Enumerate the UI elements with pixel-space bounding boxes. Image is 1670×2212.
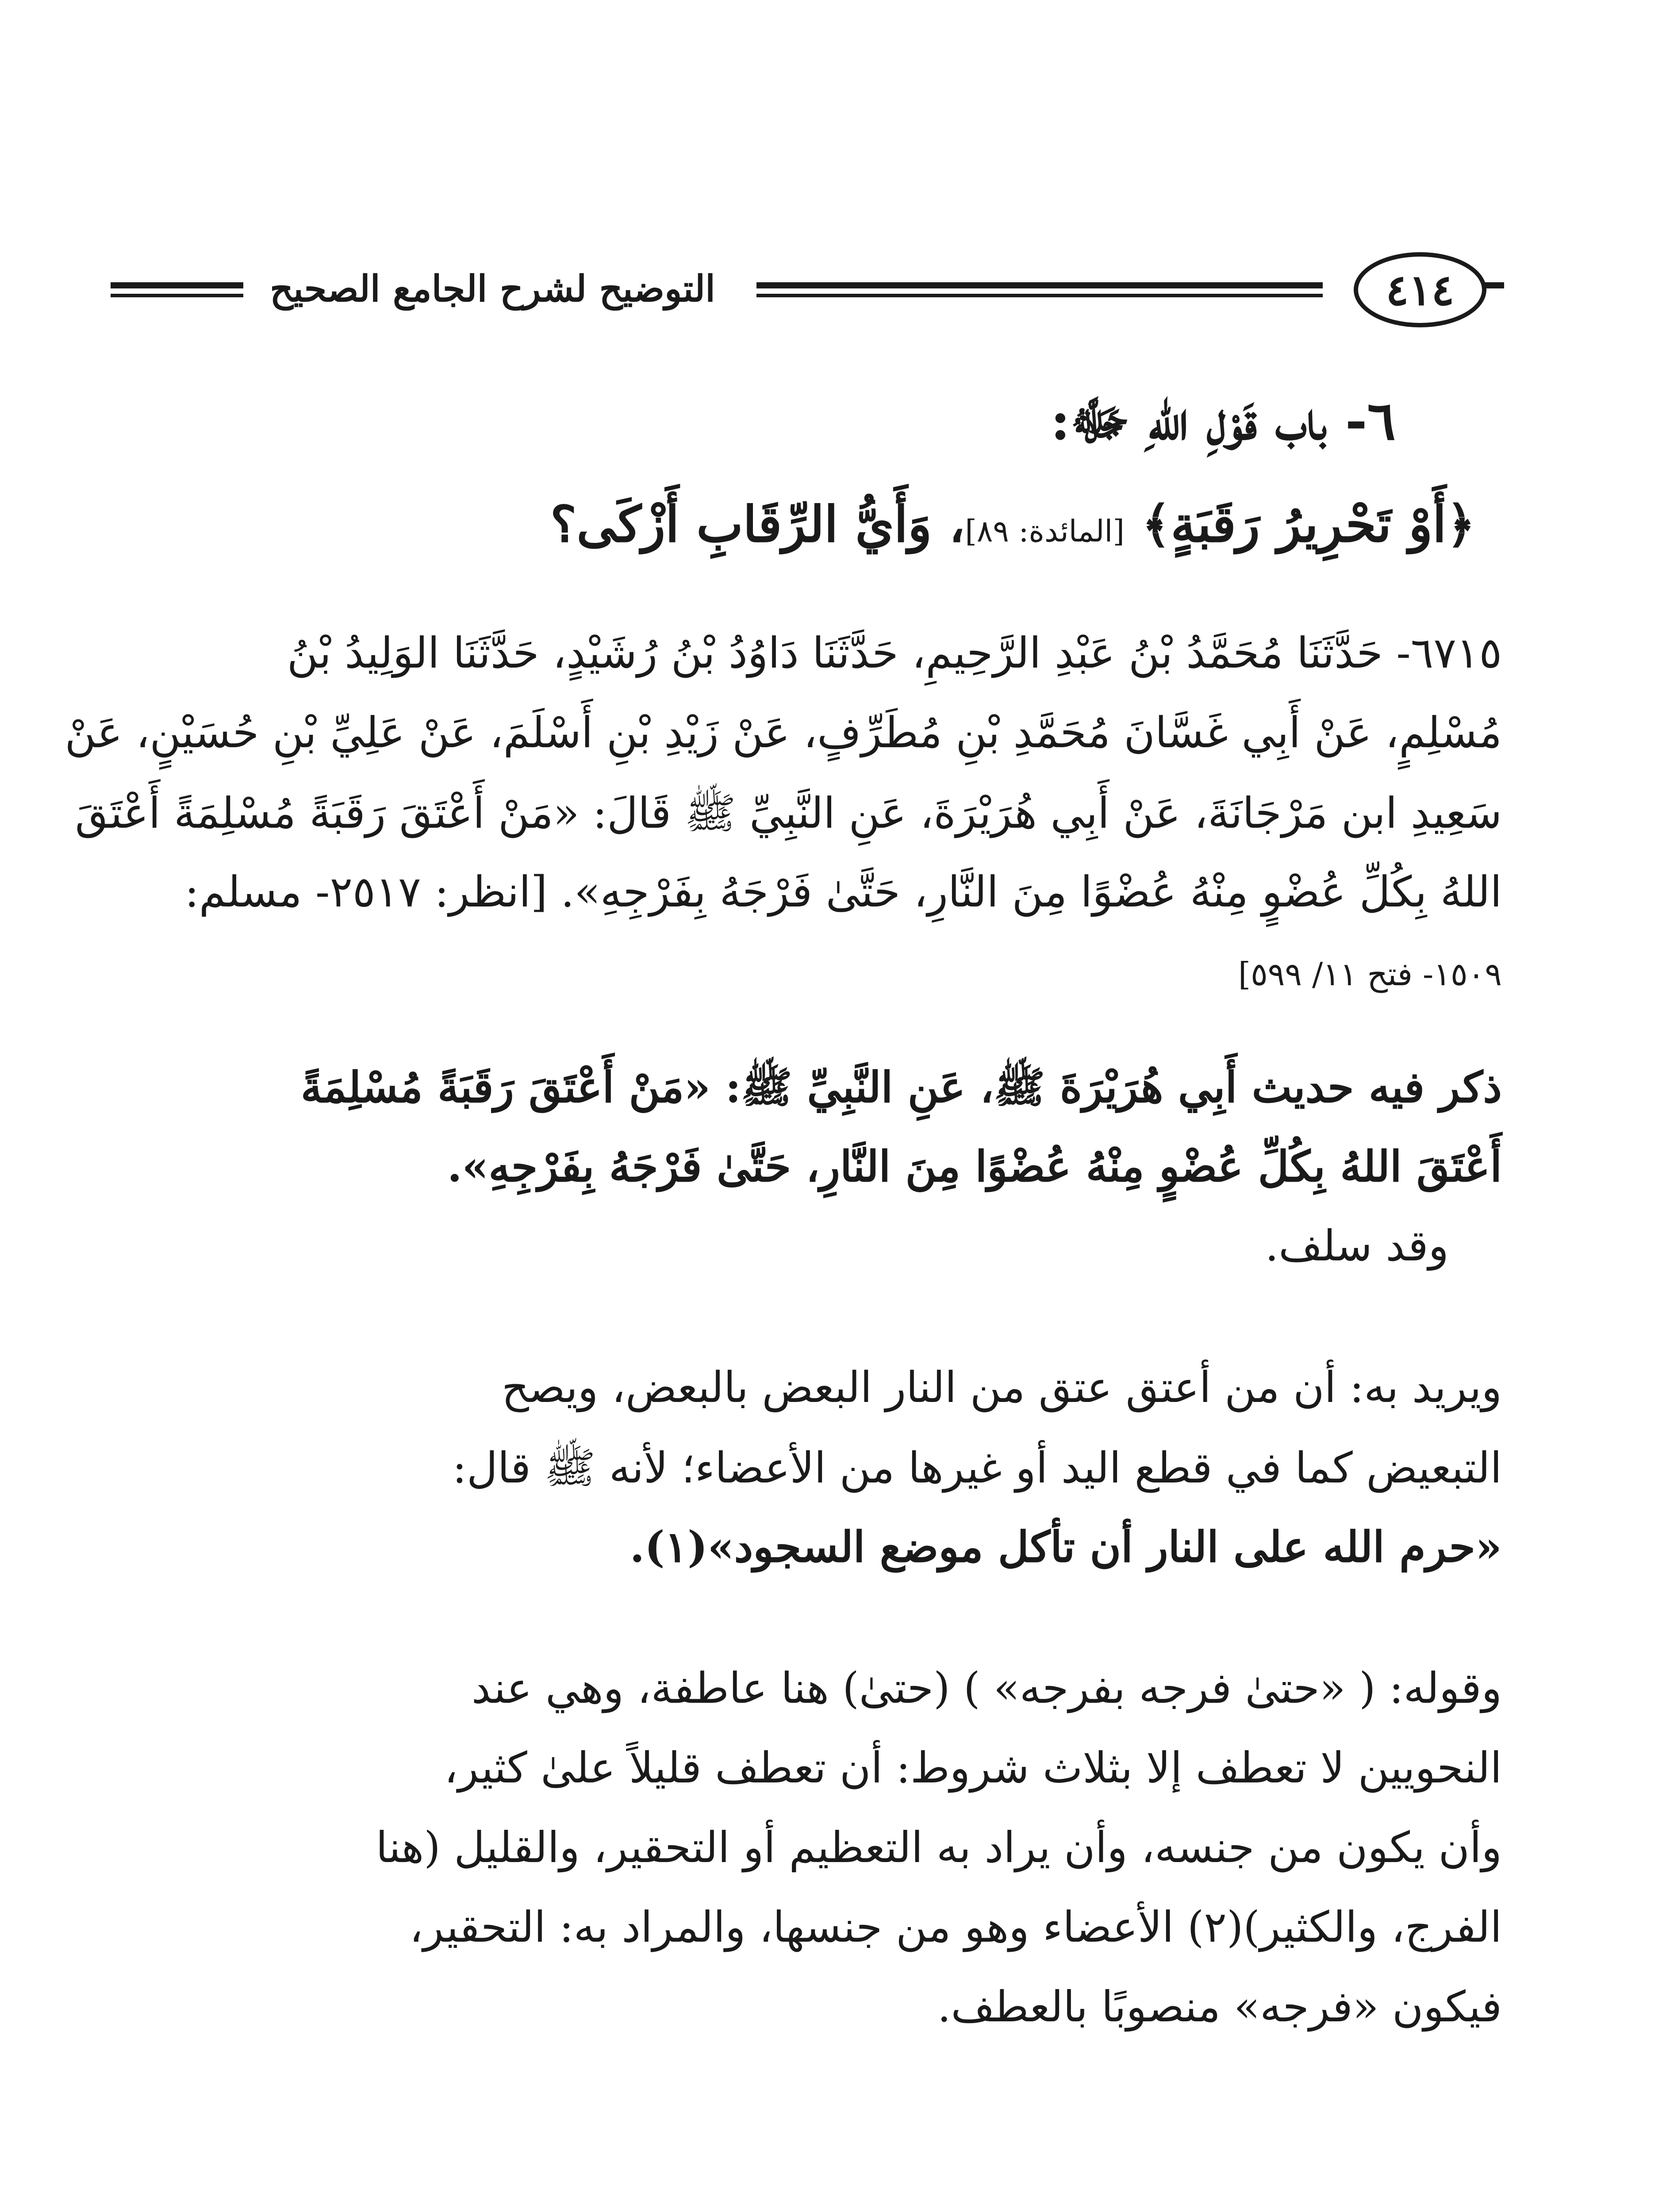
hadith-line: سَعِيدِ ابن مَرْجَانَةَ، عَنْ أَبِي هُرَيْرَةَ، عَنِ النَّبِيِّ ﷺ قَالَ: «مَنْ أَعْتَقَ رَقَبَةً مُسْلِمَةً أَعْتَقَ <box>75 788 1502 838</box>
verse-reference: [المائدة: ٨٩] <box>965 514 1125 549</box>
header-rule-left <box>111 282 243 288</box>
commentary-line: «حرم الله على النار أن تأكل موضع السجود»(١). <box>630 1522 1502 1572</box>
running-header <box>111 248 1504 336</box>
book-title: التوضيح لشرح الجامع الصحيح <box>270 268 715 310</box>
header-rule-middle <box>756 282 1323 288</box>
header-rule-right <box>1482 282 1504 288</box>
hadith-line: اللهُ بِكُلِّ عُضْوٍ مِنْهُ عُضْوًا مِنَ النَّارِ، حَتَّىٰ فَرْجَهُ بِفَرْجِهِ». [انظر: ٢٥١٧- مسلم: <box>184 867 1502 917</box>
hadith-line: ٦٧١٥- حَدَّثَنَا مُحَمَّدُ بْنُ عَبْدِ الرَّحِيمِ، حَدَّثَنَا دَاوُدُ بْنُ رُشَيْدٍ، حَدَّثَنَا الوَلِيدُ بْنُ <box>287 628 1502 678</box>
hadith-line: مُسْلِمٍ، عَنْ أَبِي غَسَّانَ مُحَمَّدِ بْنِ مُطَرِّفٍ، عَنْ زَيْدِ بْنِ أَسْلَمَ، عَنْ عَلِيِّ بْنِ حُسَيْنٍ، عَنْ <box>65 708 1502 757</box>
commentary-line: ذكر فيه حديث أَبِي هُرَيْرَةَ ﷺ، عَنِ النَّبِيِّ ﷺ: «مَنْ أَعْتَقَ رَقَبَةً مُسْلِمَةً <box>300 1062 1502 1112</box>
verse-text: ﴿أَوْ تَحْرِيرُ رَقَبَةٍ﴾ <box>1141 495 1475 553</box>
commentary-line: وقوله: ( «حتىٰ فرجه بفرجه» ) (حتىٰ) هنا عاطفة، وهي عند <box>471 1663 1502 1713</box>
commentary-line: التبعيض كما في قطع اليد أو غيرها من الأعضاء؛ لأنه ﷺ قال: <box>452 1443 1502 1493</box>
chapter-verse <box>550 495 1475 553</box>
commentary-line: الفرج، والكثير)(٢) الأعضاء وهو من جنسها، والمراد به: التحقير، <box>409 1902 1502 1952</box>
commentary-line: وقد سلف. <box>1265 1221 1449 1271</box>
page-number: ٤١٤ <box>1354 252 1486 327</box>
header-rule-middle-thin <box>756 294 1323 297</box>
commentary-line: أَعْتَقَ اللهُ بِكُلِّ عُضْوٍ مِنْهُ عُضْوًا مِنَ النَّارِ، حَتَّىٰ فَرْجَهُ بِفَرْجِهِ». <box>447 1141 1502 1191</box>
chapter-title: ٦- باب قَوْلِ اللهِ ﷻ: <box>1050 390 1396 452</box>
header-rule-left-thin <box>111 294 243 297</box>
commentary-line: ويريد به: أن من أعتق عتق من النار البعض بالبعض، ويصح <box>501 1363 1502 1412</box>
hadith-line-ref: ١٥٠٩- فتح ١١/ ٥٩٩] <box>1238 956 1502 993</box>
page-number-badge <box>1318 248 1504 332</box>
verse-tail: ، وَأَيُّ الرِّقَابِ أَزْكَى؟ <box>550 495 965 553</box>
commentary-line: النحويين لا تعطف إلا بثلاث شروط: أن تعطف قليلاً علىٰ كثير، <box>444 1743 1502 1793</box>
commentary-line: وأن يكون من جنسه، وأن يراد به التعظيم أو التحقير، والقليل (هنا <box>376 1823 1502 1872</box>
commentary-line: فيكون «فرجه» منصوبًا بالعطف. <box>937 1982 1502 2032</box>
